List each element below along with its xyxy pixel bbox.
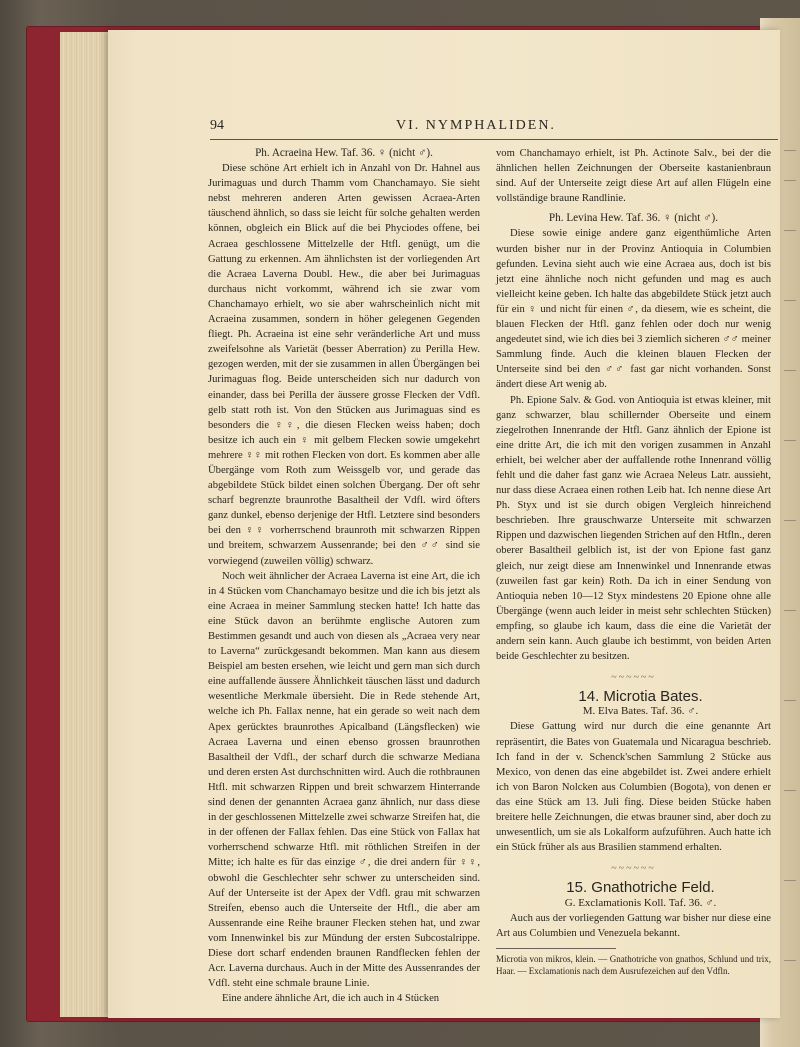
species-heading-elva: M. Elva Bates. Taf. 36. ♂. — [582, 705, 699, 718]
species-heading-exclamationis: G. Exclamationis Koll. Taf. 36. ♂. — [564, 896, 717, 909]
genus-heading-gnathotriche: 15. Gnathotriche Feld. — [566, 879, 715, 897]
running-title: VI. NYMPHALIDEN. — [396, 118, 556, 133]
paragraph: Ph. Epione Salv. & God. von Antioquia ist etwas kleiner, mit ganz schwarzer, blau schillernder Oberseite und einem ziegelrothen Innenrande der Htfl. Ganz ähnlich der Epione ist eine dritte Art, die ich mit den vorigen zusammen in Anzahl erhielt, bei welcher aber der auffallende rothe Innenrand völlig fehlt und die daher fast ganz wie Acraea Neleus Latr. aussieht, nur dass diese Acraea einen rothen Leib hat. Ich nenne diese Art Ph. Styx und ist sie durch obigen Vergleich hinreichend beschrieben. Ihre grauschwarze Unterseite mit schwarzen Rippen und dazwischen liegenden Strichen auf den Htfln., deren oberer Basaltheil gelblich ist, ist der von Epione fast ganz gleich, nur zeigt diese am Innenwinkel und Innenrande etwas (zuweilen fast gar kein) Roth. Da ich in einer Sendung von Antioquia neben 10—12 Styx mindestens 20 Epione ohne alle Übergänge (wenn auch leider in meist sehr schlechten Stücken) empfing, so glaube ich kaum, dass die eine die Varietät der andern sein kann. Auch glaube ich bestimmt, von beiden Arten beide Geschlechter zu besitzen. — [496, 394, 771, 663]
paragraph: Eine andere ähnliche Art, die ich auch in 4 Stücken — [222, 993, 440, 1005]
paragraph: Diese schöne Art erhielt ich in Anzahl von Dr. Hahnel aus Jurimaguas und durch Thamm vom Chanchamayo. Sie sieht nebst mehreren anderen Arten gewissen Acraea-Arten täuschend ähnlich, so dass sie leicht für solche gehalten werden können, obgleich ein Blick auf die bei Phyciodes offene, bei Acraea geschlossene Mittelzelle der Htfl. genügt, um die Gattung zu erkennen. Am ähnlichsten ist der vorliegenden Art die Acraea Laverna Doubl. Hew., die aber bei Jurimaguas durchaus nicht vorkommt, während ich sie zwar vom Chanchamayo erhielt, wo sie aber wahrscheinlich nicht mit Acraeina zusammen, sondern in höher gelegenen Gegenden fliegt. Ph. Acraeina ist eine sehr veränderliche Art und muss zweifelsohne als Varietät (besser Aberration) zu Perilla Hew. gezogen werden, mit der sie zusammen in allen Übergängen bei Jurimaguas flog. Beide unterscheiden sich nur dadurch von einander, dass bei Perilla der äussere grosse Flecken der Vdfl. gelb statt roth ist. Von den Stücken aus Jurimaguas sind es besonders die ♀♀, die diesen Flecken weiss haben; doch besitze ich auch ein ♀ mit gelbem Flecken sowie umgekehrt mehrere ♀♀ mit rothen Flecken von dort. Es kommen aber alle Übergänge vom Roth zum Weissgelb vor, und gerade das abgebildete Stück bildet einen solchen Übergang. Der oft sehr scharf begrenzte braunrothe Basaltheil der Vdfl. wird öfters ganz dunkel, ebenso derjenige der Htfl. Letztere sind besonders bei den ♀♀ vorherrschend braunroth mit schwarzen Rippen und breitem, schwarzem Aussenrande; bei den ♂♂ sind sie vorwiegend (zuweilen völlig) schwarz. — [208, 163, 480, 567]
left-column — [208, 146, 480, 1006]
right-column — [496, 146, 771, 977]
species-heading-levina: Ph. Levina Hew. Taf. 36. ♀ (nicht ♂). — [548, 212, 719, 225]
facing-page-text-edge — [780, 110, 800, 1040]
page-header — [210, 118, 780, 136]
footnote-rule — [496, 948, 616, 949]
page-number: 94 — [210, 118, 224, 133]
footnote: Microtia von mikros, klein. — Gnathotriche von gnathos, Schlund und trix, Haar. — Exclamationis nach dem Ausrufezeichen auf den Vdfln. — [496, 953, 771, 976]
paragraph: Noch weit ähnlicher der Acraea Laverna ist eine Art, die ich in 4 Stücken vom Chanchamayo besitze und die ich bis jetzt als eine Acraea in meiner Sammlung stecken hatte! Ich hatte das eine Stück davon an berühmte englische Autoren zum Bestimmen gesandt und auch von diesen als „Acraea very near to Laverna“ zurückgesandt bekommen. Man kann aus diesem Beispiel am besten ersehen, wie leicht und gern man sich durch eine auffallende äussere Ähnlichkeit täuschen lässt und dadurch wesentliche Merkmale übersieht. Die in Rede stehende Art, welche ich Ph. Fallax nenne, hat ein gerade so weit nach dem Apex gerücktes braunrothes Apicalband (Längsflecken) wie Acraea Laverna und einen ebenso grossen braunrothen Basaltheil der Vdfl., der scharf durch die schwarze Mediana und deren ersten Ast durchschnitten wird. Auch die rothbraunen Htfl. mit schwarzen Rippen und breit schwarzem Hinterrande sind denen der genannten Acraea ganz ähnlich, nur dass diese in der geschlossenen Mittelzelle zwei schwarze Streifen hat, die in der offenen der Fallax fehlen. Das eine Stück von Fallax hat vorherrschend schwarze Htfl. mit röthlichen Streifen in der Mitte; ich halte es für das einzige ♂, die drei andern für ♀♀, obwohl die Geschlechter sehr schwer zu unterscheiden sind. Auf der Unterseite ist der Apex der Vdfl. grau mit schwarzen Streifen, ebenso auch die Unterseite der Htfl., die aber am Aussenrande eine Reihe brauner Flecken stehen hat, und zwar vom Innenwinkel bis zur Mündung der ersten Subcostalrippe. Diese dort scharf endenden braunen Randflecken fehlen der Acr. Laverna durchaus. Auch in der Mitte des Aussenrandes der Vdfl. steht eine schmale braune Linie. — [208, 570, 480, 990]
paragraph: Diese sowie einige andere ganz eigenthümliche Arten wurden bisher nur in der Provinz Antioquia in Columbien gefunden. Levina sieht auch wie eine Acraea aus, doch ist bis jetzt eine ähnliche noch nicht gefunden und mag es auch vielleicht keine geben. Ich halte das abgebildete Stück jetzt auch für ein ♀ und nicht für einen ♂, da diesem, wie es scheint, die blauen Flecken der Htfl. ganz fehlen oder doch nur wenig angedeutet sind, wie ich dies bei 3 ziemlich sicheren ♂♂ meiner Sammlung finde. Auch die kleinen blauen Flecken der Unterseite sind bei den ♂♂ fast gar nicht vorhanden. Sonst ändert diese Art wenig ab. — [496, 228, 771, 391]
paragraph: Auch aus der vorliegenden Gattung war bisher nur diese eine Art aus Columbien und Venezuela bekannt. — [496, 912, 771, 939]
section-separator: ~~~~~~ — [611, 672, 656, 684]
section-separator: ~~~~~~ — [611, 863, 656, 875]
paragraph-continuation: vom Chanchamayo erhielt, ist Ph. Actinote Salv., bei der die ähnlichen hellen Zeichnungen der Oberseite kastanienbraun sind. Auf der Unterseite zeigt diese Art auf allen Flügeln eine vollständige braune Randlinie. — [496, 148, 771, 205]
paragraph: Diese Gattung wird nur durch die eine genannte Art repräsentirt, die Bates von Guatemala und Nicaragua beschrieb. Ich fand in der v. Schenck'schen Sammlung 2 Stücke aus Mexico, von denen das eine abgebildet ist. Zwei andere erhielt ich von Baron Nolcken aus Columbien (Bogota), von denen er das eine Stück am 13. Juli fing. Diese beiden Stücke haben breitere helle Zeichnungen, die etwas brauner sind, aber doch zu unwesentlich, um sie als Lokalform aufzuführen. Auch hatte ich ein Stück früher als aus Brasilien stammend erhalten. — [496, 721, 771, 854]
species-heading-acraeina: Ph. Acraeina Hew. Taf. 36. ♀ (nicht ♂). — [255, 147, 433, 159]
header-rule — [210, 139, 778, 140]
genus-heading-microtia: 14. Microtia Bates. — [578, 688, 703, 706]
